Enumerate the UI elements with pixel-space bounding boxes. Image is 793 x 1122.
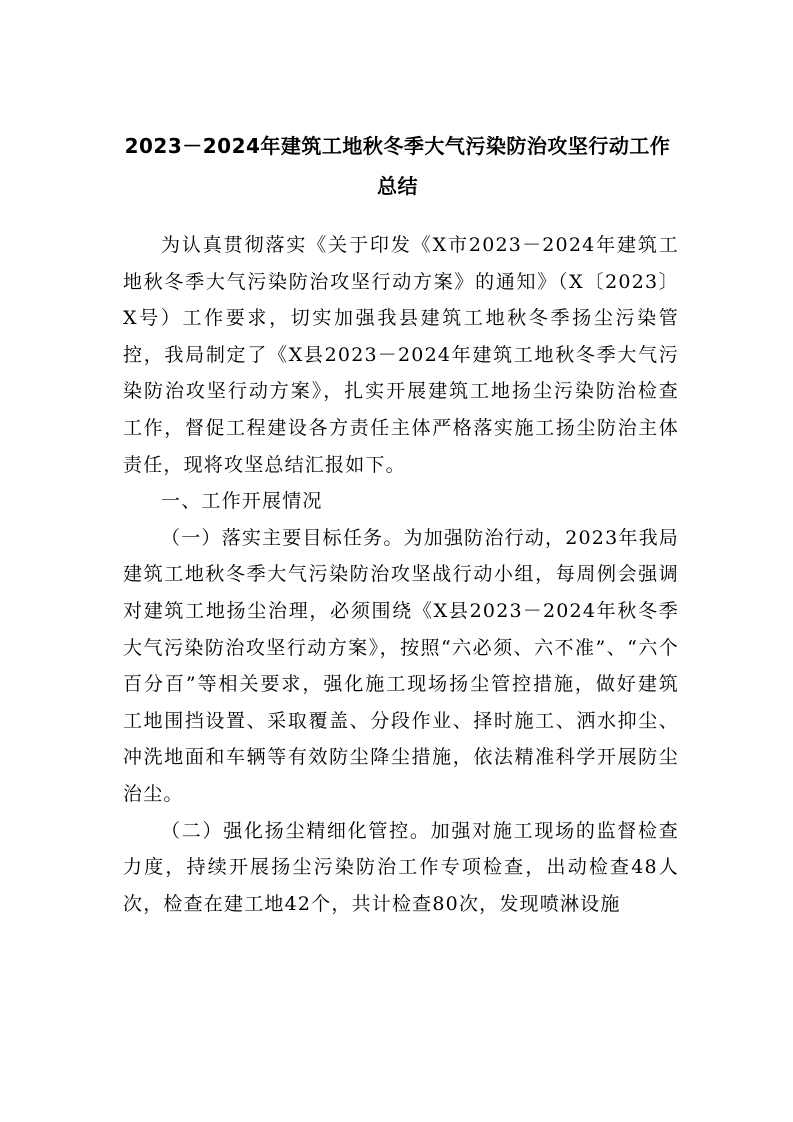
document-body [123, 227, 679, 922]
paragraph-intro: 为认真贯彻落实《关于印发《X市2023－2024年建筑工地秋冬季大气污染防治攻坚行动方案》的通知》（X〔2023〕X号）工作要求，切实加强我县建筑工地秋冬季扬尘污染管控，我局制定了《X县2023－2024年建筑工地秋冬季大气污染防治攻坚行动方案》，扎实开展建筑工地扬尘污染防治检查工作，督促工程建设各方责任主体严格落实施工扬尘防治主体责任，现将攻坚总结汇报如下。 [123, 234, 679, 476]
section-heading-1: 一、工作开展情况 [161, 490, 323, 513]
document-title-line-1: 2023－2024年建筑工地秋冬季大气污染防治攻坚行动工作 [124, 134, 671, 158]
document-title-line-2: 总结 [377, 174, 418, 198]
paragraph-1-2: （二）强化扬尘精细化管控。加强对施工现场的监督检查力度，持续开展扬尘污染防治工作专项检查，出动检查48人次，检查在建工地42个，共计检查80次，发现喷淋设施 [123, 819, 679, 915]
paragraph-1-1: （一）落实主要目标任务。为加强防治行动，2023年我局建筑工地秋冬季大气污染防治攻坚战行动小组，每周例会强调对建筑工地扬尘治理，必须围绕《X县2023－2024年秋冬季大气污染防治攻坚行动方案》，按照“六必须、六不准”、“六个百分百”等相关要求，强化施工现场扬尘管控措施，做好建筑工地围挡设置、采取覆盖、分段作业、择时施工、洒水抑尘、冲洗地面和车辆等有效防尘降尘措施，依法精准科学开展防尘治尘。 [123, 526, 679, 805]
